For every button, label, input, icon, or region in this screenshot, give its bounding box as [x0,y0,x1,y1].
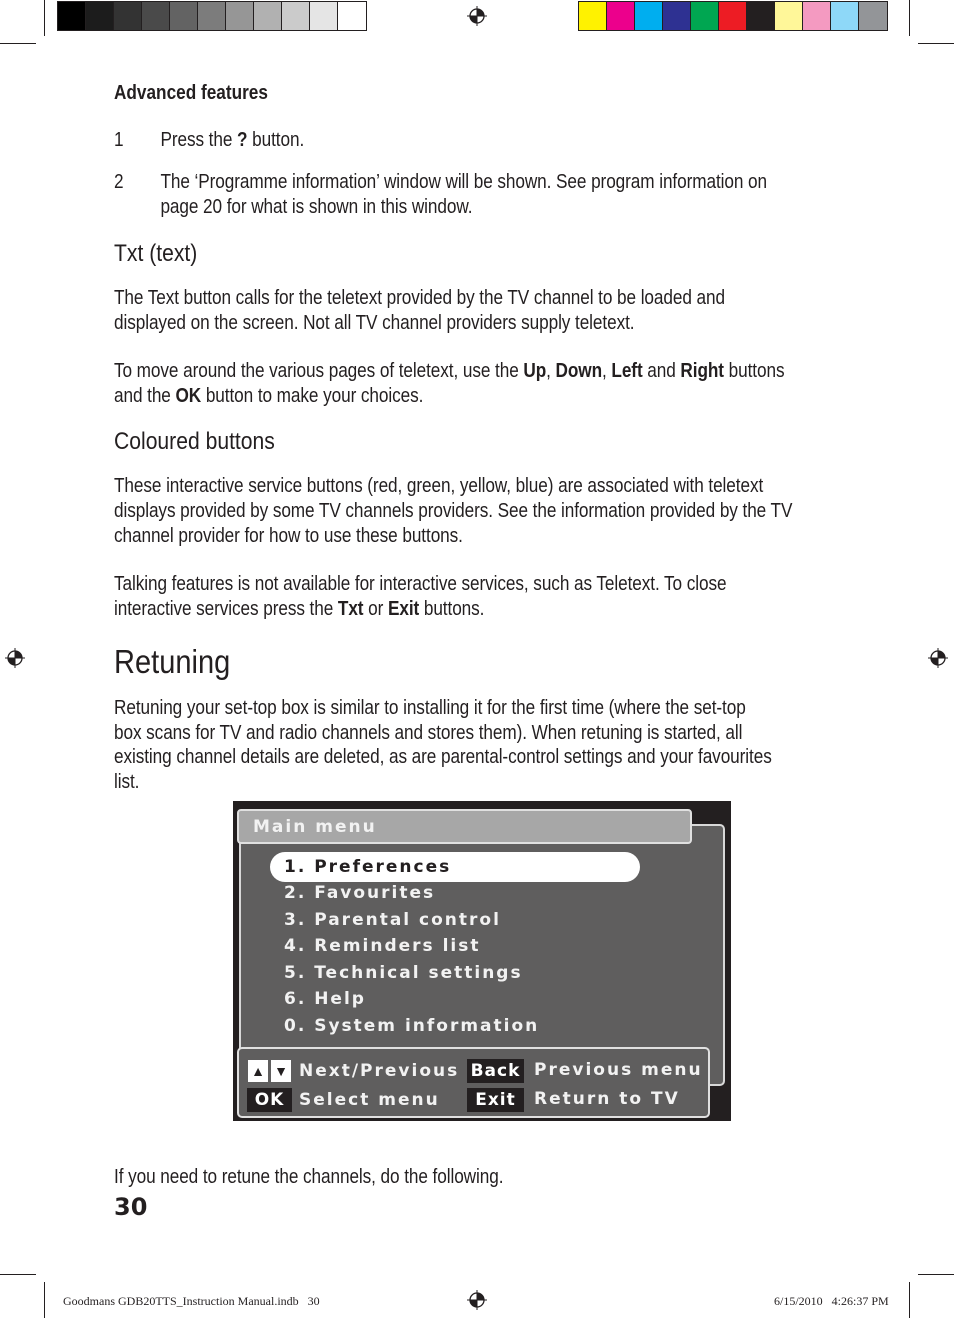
menu-item-preferences[interactable]: 1. Preferences [270,852,640,882]
color-swatch [338,2,366,30]
color-swatch [226,2,254,30]
exit-key-label: Exit [387,598,420,620]
registration-mark-icon [467,1290,487,1310]
crop-mark [909,0,910,36]
paragraph-text: interactive services press the [114,598,338,620]
color-swatch [254,2,282,30]
paragraph-line: The Text button calls for the teletext provided by the TV channel to be loaded and [114,287,725,309]
ok-key: OK [247,1088,292,1112]
menu-item-favourites[interactable]: 2. Favourites [284,883,436,903]
retuning-paragraph [114,696,772,794]
back-hint: Previous menu [534,1060,703,1080]
color-swatch [142,2,170,30]
color-swatch [607,2,635,30]
paragraph-text: and [642,360,681,382]
menu-item-parental-control[interactable]: 3. Parental control [284,910,501,930]
tv-main-menu-screenshot [233,801,731,1121]
paragraph-text: buttons. [419,598,485,620]
crop-mark [0,1274,36,1275]
color-swatch [803,2,831,30]
color-swatch [579,2,607,30]
color-swatch [775,2,803,30]
paragraph-line: displayed on the screen. Not all TV channel providers supply teletext. [114,312,635,334]
color-swatch [310,2,338,30]
paragraph-text: , [546,360,556,382]
color-swatch [282,2,310,30]
exit-key: Exit [467,1088,524,1112]
color-swatch [114,2,142,30]
paragraph-line: box scans for TV and radio channels and stores them). When retuning is started, all [114,721,743,744]
color-swatch [198,2,226,30]
coloured-paragraph-2 [114,572,726,622]
step-number: 1 [114,129,124,151]
coloured-paragraph-1 [114,474,792,549]
grayscale-color-bar [57,1,367,31]
registration-mark-icon [467,6,487,26]
crop-mark [0,43,36,44]
crop-mark [918,43,954,44]
color-swatch [747,2,775,30]
color-swatch [719,2,747,30]
menu-item-system-information[interactable]: 0. System information [284,1016,540,1036]
retuning-heading: Retuning [114,643,231,680]
step-text: page 20 for what is shown in this window. [160,196,473,218]
page-number: 30 [114,1193,148,1221]
color-swatch [663,2,691,30]
color-swatch [58,2,86,30]
menu-item-technical-settings[interactable]: 5. Technical settings [284,963,523,983]
help-key-label: ? [237,129,248,151]
paragraph-text: and the [114,385,176,407]
paragraph-line: Retuning your set-top box is similar to installing it for the first time (where the set-top [114,697,746,719]
step-number: 2 [114,171,124,193]
color-swatch [86,2,114,30]
down-arrow-icon: ▼ [271,1060,291,1082]
crop-mark [918,1274,954,1275]
paragraph-text: , [602,360,612,382]
back-key: Back [467,1059,524,1083]
color-swatch [859,2,887,30]
paragraph-line: channel provider for how to use these buttons. [114,525,463,547]
menu-item-reminders-list[interactable]: 4. Reminders list [284,936,481,956]
paragraph-text: button to make your choices. [201,385,424,407]
crop-mark [44,0,45,36]
down-key-label: Down [555,360,603,382]
exit-hint: Return to TV [534,1089,680,1109]
up-key-label: Up [523,360,547,382]
step-text: The ‘Programme information’ window will be shown. See program information on [160,171,768,193]
retune-instructions-intro: If you need to retune the channels, do the following. [114,1166,504,1188]
paragraph-text: or [363,598,388,620]
print-timestamp: 6/15/2010 4:26:37 PM [774,1294,889,1308]
paragraph-line: list. [114,770,140,793]
paragraph-text: buttons [723,360,785,382]
paragraph-line: Talking features is not available for interactive services, such as Teletext. To close [114,573,727,595]
ok-key-label: OK [175,385,202,407]
crop-mark [44,1282,45,1318]
paragraph-line: existing channel details are deleted, as are parental-control settings and your favourites [114,746,772,768]
paragraph-line: These interactive service buttons (red, green, yellow, blue) are associated with teletext [114,475,764,497]
menu-title: Main menu [237,809,692,844]
menu-item-help[interactable]: 6. Help [284,989,366,1009]
process-color-bar [578,1,888,31]
txt-key-label: Txt [337,598,364,620]
step-2 [114,170,767,220]
txt-paragraph-2 [114,359,784,409]
ok-hint: Select menu [299,1090,440,1110]
step-text: button. [247,129,305,151]
advanced-features-heading: Advanced features [114,82,268,104]
registration-mark-icon [928,648,948,668]
right-key-label: Right [680,360,724,382]
nav-hint: Next/Previous [299,1061,460,1081]
step-text: Press the [160,129,238,151]
color-swatch [831,2,859,30]
crop-mark [909,1282,910,1318]
paragraph-text: To move around the various pages of teletext, use the [114,360,524,382]
left-key-label: Left [611,360,643,382]
color-swatch [170,2,198,30]
step-1 [114,128,304,153]
color-swatch [691,2,719,30]
coloured-buttons-heading: Coloured buttons [114,428,275,455]
color-swatch [635,2,663,30]
txt-paragraph-1 [114,286,725,336]
up-arrow-icon: ▲ [248,1060,268,1082]
print-file-name: Goodmans GDB20TTS_Instruction Manual.indb 30 [63,1294,320,1308]
menu-key-hints [237,1047,710,1118]
registration-mark-icon [5,648,25,668]
paragraph-line: displays provided by some TV channels providers. See the information provided by the TV [114,500,793,522]
txt-heading: Txt (text) [114,240,198,267]
